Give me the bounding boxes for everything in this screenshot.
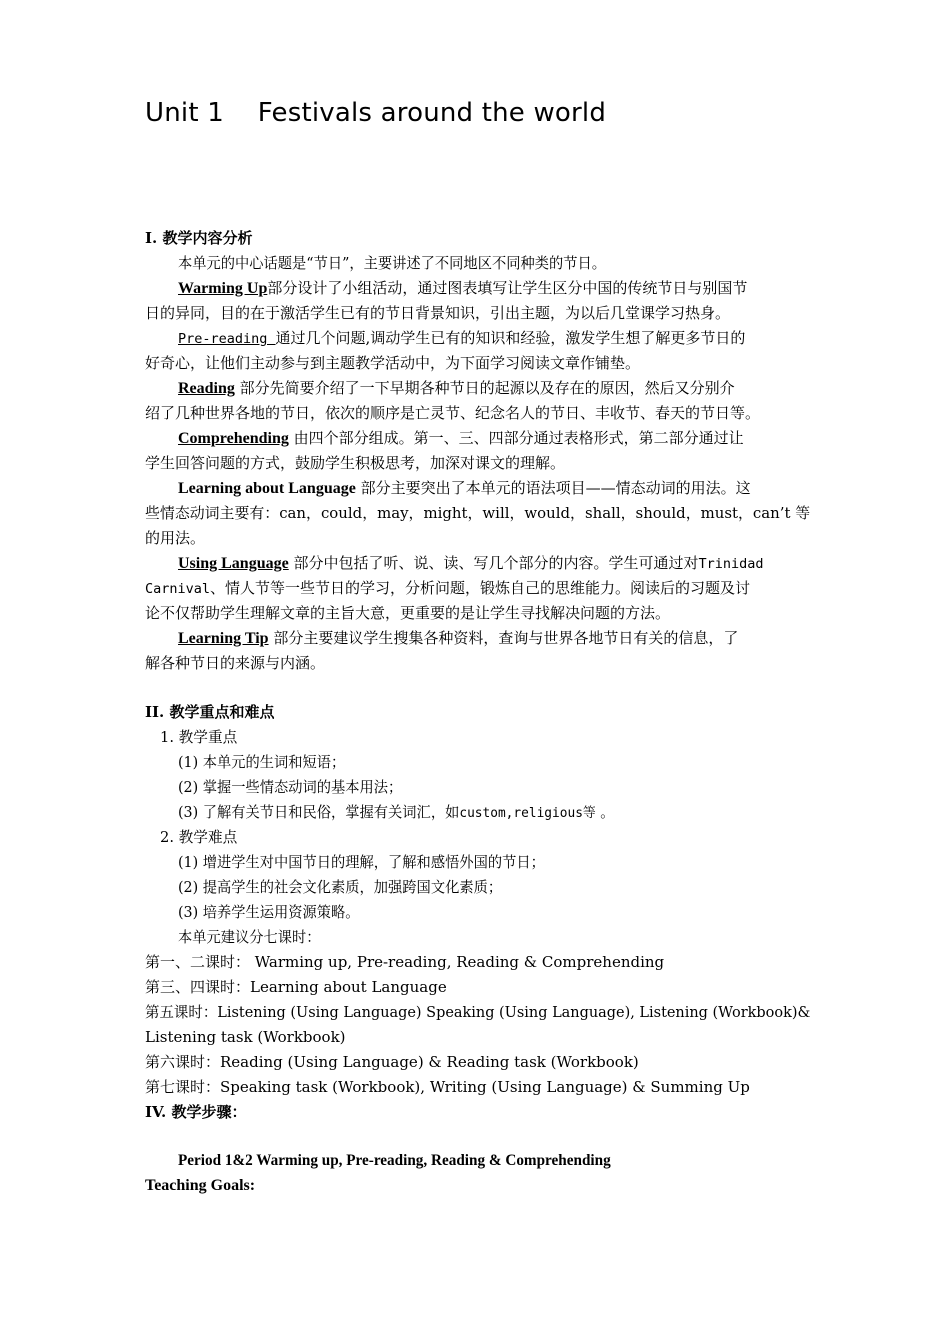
warming-up-label: Warming Up (178, 280, 268, 297)
lt-line-1 (178, 628, 810, 649)
section-1-heading: I. 教学内容分析 (145, 229, 253, 247)
warming-text: 部分设计了小组活动，通过图表填写让学生区分中国的传统节日与别国节 (267, 279, 748, 297)
lal-line-1 (178, 478, 810, 499)
lt-text: 部分主要建议学生搜集各种资料，查询与世界各地节日有关的信息，了 (268, 629, 739, 647)
teaching-goals: Teaching Goals: (145, 1177, 256, 1194)
learning-tip-label: Learning Tip (178, 630, 269, 647)
prereading-line-2: 好奇心，让他们主动参与到主题教学活动中，为下面学习阅读文章作铺垫。 (145, 354, 641, 372)
difficulty-heading: 2. 教学难点 (160, 828, 238, 846)
reading-line-1 (178, 378, 810, 399)
ul-line-3: 论不仅帮助学生理解文章的主旨大意，更重要的是让学生寻找解决问题的方法。 (145, 604, 671, 622)
focus-item (178, 802, 810, 823)
period-line: 第一、二课时： Warming up, Pre-reading, Reading & Comprehending (145, 953, 665, 971)
plan-intro: 本单元建议分七课时： (178, 928, 321, 946)
period-line: Listening task (Workbook) (145, 1028, 346, 1046)
focus-item-3-terms: custom,religious等 (459, 805, 596, 821)
comprehending-line-2: 学生回答问题的方式，鼓励学生积极思考，加深对课文的理解。 (145, 454, 566, 472)
focus-heading: 1. 教学重点 (160, 728, 238, 746)
difficulty-item: (1) 增进学生对中国节日的理解，了解和感悟外国的节日； (178, 853, 545, 871)
reading-label: Reading (178, 380, 235, 397)
learning-about-language-label: Learning about Language (178, 480, 356, 497)
intro-paragraph: 本单元的中心话题是“节日”，主要讲述了不同地区不同种类的节日。 (178, 254, 606, 272)
using-language-label: Using Language (178, 555, 289, 572)
period-line: 第五课时：Listening (Using Language) Speaking (Using Language), Listening (Workbook)& (145, 1003, 811, 1021)
comprehending-line-1 (178, 428, 810, 449)
reading-text: 部分先简要介绍了一下早期各种节日的起源以及存在的原因，然后又分别介 (234, 379, 735, 397)
comprehending-text: 由四个部分组成。第一、三、四部分通过表格形式，第二部分通过让 (288, 429, 744, 447)
warming-line-2: 日的异同，目的在于激活学生已有的节日背景知识，引出主题，为以后几堂课学习热身。 (145, 304, 731, 322)
section-4-heading: IV. 教学步骤： (145, 1103, 247, 1121)
focus-item-3-end: 。 (595, 803, 615, 821)
section-2-heading: II. 教学重点和难点 (145, 703, 275, 721)
ul-text: 部分中包括了听、说、读、写几个部分的内容。学生可通过对 (288, 554, 699, 572)
ul-text-2: 、情人节等一些节日的学习，分析问题，锻炼自己的思维能力。阅读后的习题及讨 (210, 579, 751, 597)
lt-line-2: 解各种节日的来源与内涵。 (145, 654, 326, 672)
ul-trinidad: Trinidad (698, 556, 764, 572)
page-title: Unit 1 Festivals around the world (145, 98, 607, 128)
comprehending-label: Comprehending (178, 430, 289, 447)
period-line: 第七课时：Speaking task (Workbook), Writing (Using Language) & Summing Up (145, 1078, 750, 1096)
period-line: 第三、四课时：Learning about Language (145, 978, 447, 996)
lal-text: 部分主要突出了本单元的语法项目——情态动词的用法。这 (355, 479, 751, 497)
focus-item-3-text: (3) 了解有关节日和民俗，掌握有关词汇，如 (178, 803, 460, 821)
lal-line-2: 些情态动词主要有：can，could，may，might，will，would，shall，should，must，can’t 等 (145, 504, 811, 522)
focus-item: (1) 本单元的生词和短语； (178, 753, 346, 771)
period-title: Period 1&2 Warming up, Pre-reading, Reading & Comprehending (178, 1152, 611, 1169)
ul-line-1 (178, 553, 810, 574)
pre-reading-label: Pre-reading (178, 331, 276, 347)
focus-item: (2) 掌握一些情态动词的基本用法； (178, 778, 403, 796)
warming-line-1 (178, 278, 810, 299)
difficulty-item: (3) 培养学生运用资源策略。 (178, 903, 360, 921)
ul-line-2 (145, 578, 810, 599)
prereading-line-1 (178, 328, 810, 349)
lal-line-3: 的用法。 (145, 529, 206, 547)
reading-line-2: 绍了几种世界各地的节日，依次的顺序是亡灵节、纪念名人的节日、丰收节、春天的节日等。 (145, 404, 761, 422)
difficulty-item: (2) 提高学生的社会文化素质，加强跨国文化素质； (178, 878, 503, 896)
ul-carnival: Carnival (145, 581, 211, 597)
prereading-text: 通过几个问题,调动学生已有的知识和经验，激发学生想了解更多节日的 (275, 329, 746, 347)
period-line: 第六课时：Reading (Using Language) & Reading task (Workbook) (145, 1053, 639, 1071)
